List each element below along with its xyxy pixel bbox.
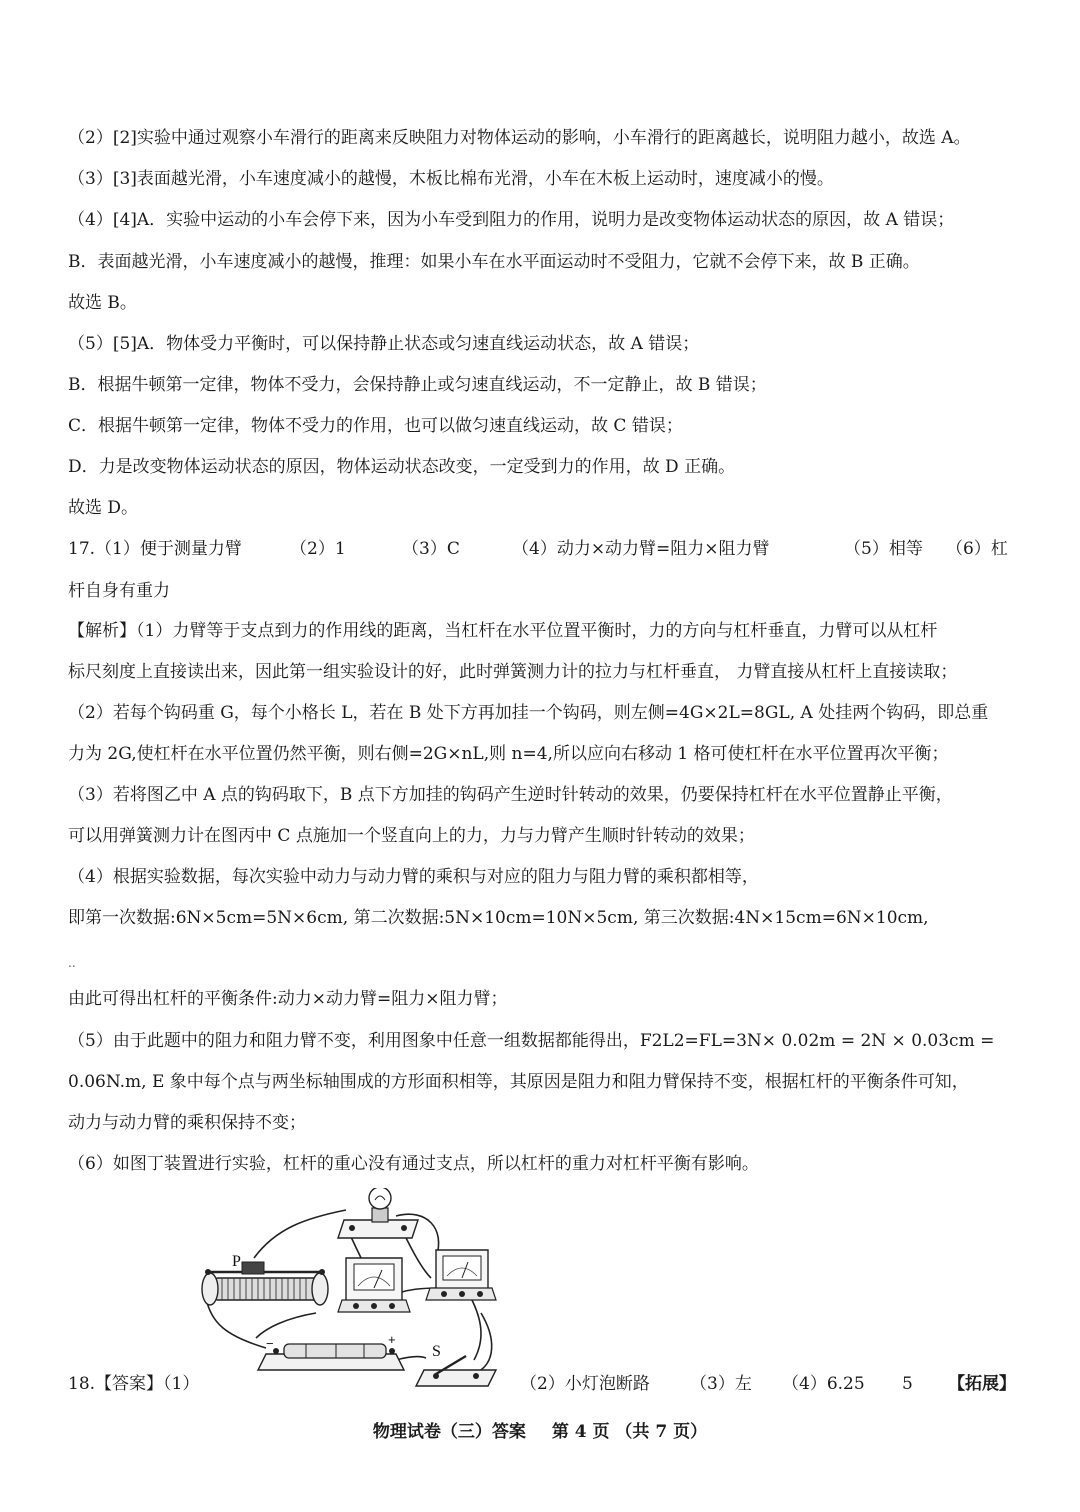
answer-q16-5a: （5）[5]A．物体受力平衡时，可以保持静止状态或匀速直线运动状态，故 A 错误； (68, 334, 700, 354)
rheostat (202, 1262, 328, 1305)
battery-minus-label: − (266, 1336, 274, 1351)
analysis-line-10: （5）由于此题中的阻力和阻力臂不变，利用图象中任意一组数据都能得出，F2L2=FL=3N× 0.02m = 2N × 0.03cm = (68, 1031, 995, 1051)
slider-label: P (232, 1253, 241, 1270)
footer-title: 物理试卷（三）答案 (372, 1422, 526, 1442)
analysis-dots: .. (68, 956, 76, 970)
q18-answer-1: 18.【答案】（1） (68, 1374, 200, 1394)
ammeter (426, 1250, 496, 1300)
analysis-line-7: （4）根据实验数据，每次实验中动力与动力臂的乘积与对应的阻力与阻力臂的乘积都相等， (68, 867, 759, 887)
answer-q16-5d: D．力是改变物体运动状态的原因，物体运动状态改变，一定受到力的作用，故 D 正确。 (68, 457, 736, 477)
q18-answer-3: （3）左 (690, 1374, 752, 1394)
analysis-line-3: （2）若每个钩码重 G，每个小格长 L，若在 B 处下方再加挂一个钩码，则左侧=4G×2L=8GL, A 处挂两个钩码，即总重 (68, 703, 989, 723)
answer-q16-4b: B．表面越光滑，小车速度减小的越慢，推理：如果小车在水平面运动时不受阻力，它就不会停下来，故 B 正确。 (68, 252, 920, 272)
q17-answer-4: （4）动力×动力臂=阻力×阻力臂 (512, 539, 770, 559)
q17-answer-1: 17.（1）便于测量力臂 (68, 539, 242, 559)
analysis-line-8: 即第一次数据:6N×5cm=5N×6cm, 第二次数据:5N×10cm=10N×5cm, 第三次数据:4N×15cm=6N×10cm, (68, 908, 929, 928)
q18-extension-label: 【拓展】 (948, 1374, 1016, 1394)
answer-q16-2: （2）[2]实验中通过观察小车滑行的距离来反映阻力对物体运动的影响，小车滑行的距离越长，说明阻力越小，故选 A。 (68, 128, 971, 148)
analysis-line-9: 由此可得出杠杆的平衡条件:动力×动力臂=阻力×阻力臂； (68, 989, 508, 1009)
analysis-line-2: 标尺刻度上直接读出来，因此第一组实验设计的好，此时弹簧测力计的拉力与杠杆垂直， 力臂直接从杠杆上直接读取； (68, 662, 958, 682)
wire-rheostat-to-lamp (254, 1210, 346, 1258)
q18-answer-2: （2）小灯泡断路 (520, 1374, 650, 1394)
switch-label: S (432, 1343, 441, 1360)
q18-answer-5: 5 (902, 1374, 913, 1394)
analysis-line-4: 力为 2G,使杠杆在水平位置仍然平衡，则右侧=2G×nL,则 n=4,所以应向右移动 1 格可使杠杆在水平位置再次平衡； (68, 744, 949, 764)
answer-q16-4a: （4）[4]A．实验中运动的小车会停下来，因为小车受到阻力的作用，说明力是改变物体运动状态的原因，故 A 错误； (68, 210, 955, 230)
battery-plus-label: + (388, 1332, 396, 1347)
answer-q16-5b: B．根据牛顿第一定律，物体不受力，会保持静止或匀速直线运动，不一定静止，故 B 错误； (68, 375, 767, 395)
analysis-line-1: 【解析】（1）力臂等于支点到力的作用线的距离，当杠杆在水平位置平衡时，力的方向与杠杆垂直，力臂可以从杠杆 (68, 621, 938, 641)
circuit-diagram (196, 1188, 514, 1400)
footer-page-number: 第 4 页 （共 7 页） (551, 1422, 708, 1442)
q18-answer-4: （4）6.25 (782, 1374, 865, 1394)
answer-q17-row (68, 538, 1018, 560)
q17-answer-2: （2）1 (290, 539, 346, 559)
page-footer (0, 1417, 1080, 1442)
q17-answer-6-cont: 杆自身有重力 (68, 581, 170, 601)
battery-holder (258, 1344, 404, 1370)
answer-q16-4-choice: 故选 B。 (68, 293, 137, 313)
analysis-line-11: 0.06N.m, E 象中每个点与两坐标轴围成的方形面积相等，其原因是阻力和阻力臂保持不变，根据杠杆的平衡条件可知， (68, 1072, 969, 1092)
analysis-line-6: 可以用弹簧测力计在图丙中 C 点施加一个竖直向上的力，力与力臂产生顺时针转动的效果； (68, 826, 755, 846)
lamp (338, 1188, 418, 1238)
analysis-line-12: 动力与动力臂的乘积保持不变； (68, 1113, 306, 1133)
analysis-line-13: （6）如图丁装置进行实验，杠杆的重心没有通过支点，所以杠杆的重力对杠杆平衡有影响。 (68, 1154, 759, 1174)
voltmeter (338, 1258, 410, 1312)
answer-q16-3: （3）[3]表面越光滑，小车速度减小的越慢，木板比棉布光滑，小车在木板上运动时，速度减小的慢。 (68, 169, 834, 189)
q17-answer-5: （5）相等 (844, 539, 923, 559)
answer-q16-5-choice: 故选 D。 (68, 498, 139, 518)
answer-q16-5c: C．根据牛顿第一定律，物体不受力的作用，也可以做匀速直线运动，故 C 错误； (68, 416, 683, 436)
q17-answer-3: （3）C (402, 539, 460, 559)
analysis-line-5: （3）若将图乙中 A 点的钩码取下，B 点下方加挂的钩码产生逆时针转动的效果，仍要保持杠杆在水平位置静止平衡， (68, 785, 953, 805)
q17-answer-6: （6）杠 (946, 539, 1008, 559)
answer-q18-row (68, 1373, 1018, 1395)
